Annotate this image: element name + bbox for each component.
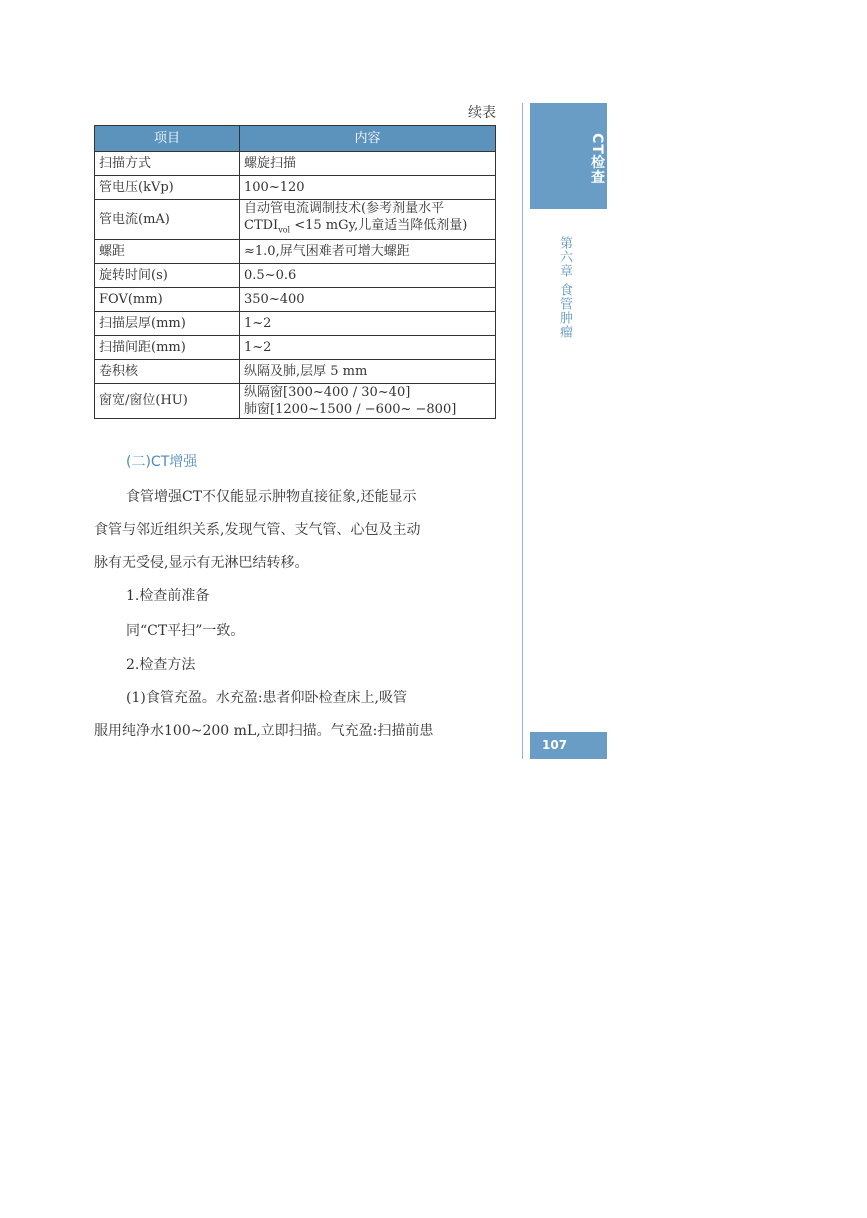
row-item: 管电流(mA) <box>95 200 240 240</box>
row-content <box>240 383 496 418</box>
row-item: FOV(mm) <box>95 287 240 311</box>
row-item: 扫描方式 <box>95 152 240 176</box>
section-tab-label: CT检查 <box>589 133 605 185</box>
row-content: 螺旋扫描 <box>240 152 496 176</box>
table-row <box>95 335 496 359</box>
ctdi-subscript: vol <box>278 225 291 235</box>
body-paragraph-line: 食管与邻近组织关系,发现气管、支气管、心包及主动 <box>94 522 421 538</box>
row-content: 0.5~0.6 <box>240 263 496 287</box>
row-content-line: 自动管电流调制技术(参考剂量水平 <box>244 201 445 216</box>
body-paragraph-line: 服用纯净水100~200 mL,立即扫描。气充盈:扫描前患 <box>94 723 434 739</box>
row-content: 100~120 <box>240 176 496 200</box>
column-header-item: 项目 <box>95 126 240 152</box>
table-row <box>95 311 496 335</box>
row-item: 扫描层厚(mm) <box>95 311 240 335</box>
row-content: 1~2 <box>240 335 496 359</box>
body-paragraph-line: 同“CT平扫”一致。 <box>126 623 245 639</box>
section-tab <box>530 103 607 209</box>
row-item: 窗宽/窗位(HU) <box>95 383 240 418</box>
ctdi-prefix: CTDI <box>244 218 279 233</box>
table-row <box>95 383 496 418</box>
page-number-box <box>530 732 607 759</box>
row-content: ≈1.0,屏气困难者可增大螺距 <box>240 239 496 263</box>
page-number: 107 <box>542 738 568 752</box>
table-header-row <box>95 126 496 152</box>
margin-divider <box>522 103 523 759</box>
table-row <box>95 287 496 311</box>
row-content-line: 纵隔窗[300~400 / 30~40] <box>244 384 411 400</box>
table-row <box>95 263 496 287</box>
continued-label: 续表 <box>468 105 496 121</box>
body-paragraph-line: 食管增强CT不仅能显示肿物直接征象,还能显示 <box>126 489 417 505</box>
table-row <box>95 176 496 200</box>
row-item: 螺距 <box>95 239 240 263</box>
subheading-method: 2.检查方法 <box>126 657 196 673</box>
row-content: 纵隔及肺,层厚 5 mm <box>240 359 496 383</box>
ctdi-line <box>244 217 491 239</box>
ct-parameter-table <box>94 125 496 419</box>
row-content-line: 肺窗[1200~1500 / −600~ −800] <box>244 401 457 417</box>
row-content <box>240 200 496 240</box>
table-row <box>95 152 496 176</box>
table-row <box>95 200 496 240</box>
column-header-content: 内容 <box>240 126 496 152</box>
section-heading: (二)CT增强 <box>126 454 198 470</box>
row-content: 350~400 <box>240 287 496 311</box>
ctdi-rest: <15 mGy,儿童适当降低剂量) <box>290 218 468 233</box>
row-item: 扫描间距(mm) <box>95 335 240 359</box>
row-item: 管电压(kVp) <box>95 176 240 200</box>
chapter-label: 第六章 食管肿瘤 <box>557 236 572 340</box>
row-item: 旋转时间(s) <box>95 263 240 287</box>
subheading-preparation: 1.检查前准备 <box>126 588 210 604</box>
row-item: 卷积核 <box>95 359 240 383</box>
table-row <box>95 239 496 263</box>
table-row <box>95 359 496 383</box>
row-content: 1~2 <box>240 311 496 335</box>
body-paragraph-line: 脉有无受侵,显示有无淋巴结转移。 <box>94 555 309 571</box>
body-paragraph-line: (1)食管充盈。水充盈:患者仰卧检查床上,吸管 <box>126 690 407 706</box>
